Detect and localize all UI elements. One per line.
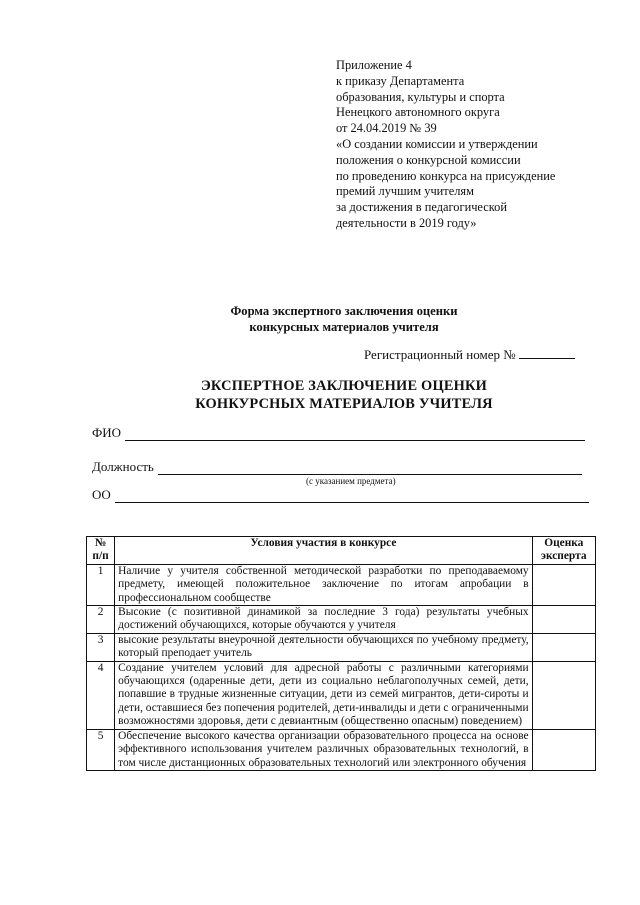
org-field: [92, 487, 589, 503]
appendix-line: премий лучшим учителям: [336, 184, 474, 199]
table-row: [87, 606, 596, 634]
appendix-line: к приказу Департамента: [336, 73, 465, 88]
appendix-line: положения о конкурсной комиссии: [336, 152, 521, 167]
row-number: 4: [87, 661, 115, 729]
appendix-line: за достижения в педагогической: [336, 200, 507, 215]
score-cell[interactable]: [532, 606, 595, 634]
num-header-line: №: [94, 537, 107, 549]
conditions-header: Условия участия в конкурсе: [115, 537, 532, 565]
form-title-line: Форма экспертного заключения оценки: [230, 304, 458, 318]
main-title: [0, 378, 640, 413]
row-condition: Обеспечение высокого качества организации образовательного процесса на основе эффективного использования учителем различных образовательных технологий, в том числе дистанционных образовательных технологий или электронного обучения: [115, 729, 532, 770]
row-condition: Высокие (с позитивной динамикой за последние 3 года) результаты учебных достижений обучающихся, которые обучаются у учителя: [115, 606, 532, 634]
main-title-line: КОНКУРСНЫХ МАТЕРИАЛОВ УЧИТЕЛЯ: [195, 395, 493, 412]
appendix-line: от 24.04.2019 № 39: [336, 121, 437, 136]
registration-number: [364, 346, 575, 363]
appendix-line: деятельности в 2019 году»: [336, 215, 477, 230]
form-title-line: конкурсных материалов учителя: [249, 320, 439, 335]
row-number: 1: [87, 564, 115, 605]
registration-blank[interactable]: [519, 346, 575, 359]
table-header-row: [87, 537, 596, 565]
appendix-line: образования, культуры и спорта: [336, 89, 505, 104]
appendix-line: Приложение 4: [336, 58, 412, 72]
position-field: [92, 459, 582, 475]
appendix-line: «О создании комиссии и утверждении: [336, 136, 538, 151]
org-blank[interactable]: [115, 489, 589, 503]
fio-label: ФИО: [92, 425, 122, 440]
row-condition: Наличие у учителя собственной методической разработки по преподаваемому предмету, имеющей положительное заключение по итогам апробации в профессиональном сообществе: [115, 564, 532, 605]
fio-blank[interactable]: [125, 427, 585, 441]
row-condition: высокие результаты внеурочной деятельности обучающихся по учебному предмету, который преподает учитель: [115, 633, 532, 661]
score-cell[interactable]: [532, 633, 595, 661]
table-row: [87, 633, 596, 661]
appendix-line: по проведению конкурса на присуждение: [336, 168, 556, 183]
registration-label: Регистрационный номер №: [364, 347, 516, 362]
score-header-line: Оценка: [544, 537, 584, 549]
score-header-line: эксперта: [541, 550, 587, 562]
table-row: [87, 564, 596, 605]
position-label: Должность: [92, 459, 154, 474]
score-cell[interactable]: [532, 729, 595, 770]
position-hint: (с указанием предмета): [306, 476, 396, 486]
form-title: [0, 303, 640, 335]
main-title-line: ЭКСПЕРТНОЕ ЗАКЛЮЧЕНИЕ ОЦЕНКИ: [200, 378, 488, 394]
row-number: 2: [87, 606, 115, 634]
score-header: [532, 537, 595, 565]
appendix-note: [336, 58, 626, 232]
criteria-table: [86, 536, 596, 771]
score-cell[interactable]: [532, 564, 595, 605]
table-row: [87, 661, 596, 729]
score-cell[interactable]: [532, 661, 595, 729]
row-condition: Создание учителем условий для адресной работы с различными категориями обучающихся (одаренные дети, дети из социально неблагополучных семей, дети, попавшие в трудные жизненные ситуации, дети из семей мигрантов, дети-сироты и дети, оставшиеся без попечения родителей, дети-инвалиды и дети с ограниченными возможностями здоровья, дети с девиантным (общественно опасным) поведением): [115, 661, 532, 729]
num-header: [87, 537, 115, 565]
org-label: ОО: [92, 487, 111, 502]
row-number: 5: [87, 729, 115, 770]
table-row: [87, 729, 596, 770]
num-header-line: п/п: [92, 550, 109, 563]
position-blank[interactable]: [158, 461, 582, 475]
row-number: 3: [87, 633, 115, 661]
fio-field: [92, 425, 585, 441]
appendix-line: Ненецкого автономного округа: [336, 105, 500, 120]
